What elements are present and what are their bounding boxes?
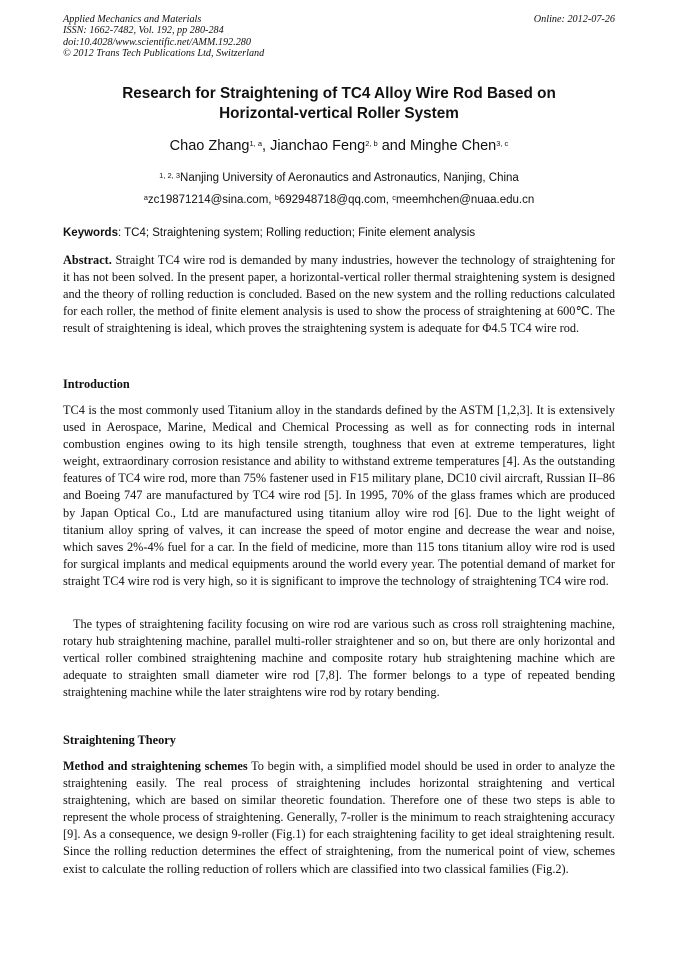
affiliation-superscript: 1, 2, 3 — [159, 171, 181, 180]
theory-subheading: Method and straightening schemes — [63, 759, 248, 773]
author-conjunction: and — [381, 138, 406, 154]
paper-title — [63, 84, 615, 124]
email-superscript: c — [392, 193, 396, 202]
author-superscript: 1, a — [249, 139, 262, 148]
email-superscript: a — [143, 193, 148, 202]
online-date: Online: 2012-07-26 — [533, 14, 615, 25]
affiliation-text: Nanjing University of Aeronautics and Astronautics, Nanjing, China — [180, 172, 519, 184]
abstract — [63, 252, 615, 337]
keywords-label: Keywords — [63, 227, 118, 239]
introduction-paragraph-1: TC4 is the most commonly used Titanium alloy in the standards defined by the ASTM [1,2,3]. It is extensively used in Aerospace, Marine, Medical and Chemical Processing as well as for connecting rods in internal combustion engines owing to its high tensile strength, toughness that even at extreme temperatures, light weight, extraordinary corrosion resistance and ability to withstand extreme temperatures [4]. As the outstanding features of TC4 wire rod, more than 75% fastener used in F15 military plane, DC10 civil aircraft, Russian II–86 and Boeing 747 are manufactured by TC4 wire rod [5]. In 1995, 70% of the glass frames which are produced by Japan Optical Co., Ltd are manufactured using titanium alloy wire rod [6]. Due to the light weight of titanium alloy spring of valves, it can increase the speed of motor engine and decrease the wear and noise, which saves 2%-4% fuel for a car. In the field of medicine, more than 115 tons titanium alloy wire rod is used for surgical implants and medical equipments around the world every year. The potential demand of market for straight TC4 wire rod is very high, so it is significant to improve the technology of straightening TC4 wire rod. — [63, 403, 615, 588]
email-address: meemhchen@nuaa.edu.cn — [395, 194, 535, 206]
keywords — [63, 226, 615, 240]
affiliation — [63, 171, 615, 185]
email-list — [63, 193, 615, 207]
title-line-1: Research for Straightening of TC4 Alloy Wire Rod Based on — [122, 85, 556, 102]
theory-paragraph-1 — [63, 758, 615, 878]
author-superscript: 3, c — [496, 139, 509, 148]
email-address: zc19871214@sina.com, — [147, 194, 272, 206]
introduction-heading: Introduction — [63, 377, 130, 391]
author-list: Chao Zhang$^{1, a}$, Jianchao Feng$^{2, b}$ and Minghe Chen$^{3, c}$ — [169, 138, 509, 154]
email-superscript: b — [274, 193, 279, 202]
issn-line: ISSN: 1662-7482, Vol. 192, pp 280-284 — [63, 25, 224, 37]
abstract-label: Abstract. — [63, 253, 112, 267]
straightening-theory-heading: Straightening Theory — [63, 733, 176, 747]
journal-meta — [63, 14, 264, 60]
keywords-text: : TC4; Straightening system; Rolling reduction; Finite element analysis — [117, 227, 476, 239]
email-address: 692948718@qq.com, — [278, 194, 390, 206]
author-name: Minghe Chen — [409, 138, 497, 154]
author-name: Chao Zhang — [169, 138, 250, 154]
theory-text: To begin with, a simplified model should be used in order to analyze the straightening easily. The real process of straightening includes horizontal straightening and vertical straightening, which are based on similar theoretic foundation. Therefore one of these two steps is able to represent the whole process of straightening. Generally, 7-roller is the minimum to reach straightening accuracy [9]. As a consequence, we design 9-roller (Fig.1) for each straightening facility to get ideal straightening result. Since the rolling reduction determines the effect of straightening, from the numerical point of view, schemes exist to calculate the rolling reduction of rollers which are classified into two classical families (Fig.2). — [63, 759, 615, 876]
title-line-2: Horizontal-vertical Roller System — [219, 105, 459, 122]
abstract-text: Straight TC4 wire rod is demanded by many industries, however the technology of straightening for it has not been solved. In the present paper, a horizontal-vertical roller thermal straightening system is designed and the theory of rolling reduction is concluded. Based on the new system and the rolling reductions calculated for each roller, the method of finite element analysis is used to show the process of straightening at 600℃. The result of straightening is ideal, which proves the straightening system is adequate for Φ4.5 TC4 wire rod. — [63, 253, 615, 336]
journal-name: Applied Mechanics and Materials — [63, 14, 202, 25]
doi-line: doi:10.4028/www.scientific.net/AMM.192.280 — [63, 36, 251, 48]
author-superscript: 2, b — [365, 139, 378, 148]
author-name: Jianchao Feng — [270, 138, 366, 154]
copyright-line: © 2012 Trans Tech Publications Ltd, Switzerland — [63, 48, 265, 60]
introduction-paragraph-2: The types of straightening facility focusing on wire rod are various such as cross roll straightening machine, rotary hub straightening machine, parallel multi-roller straightener and so on, but there are only horizontal and vertical roller combined straightening machine and composite rotary hub straightening machine which are adequate to straighten small diameter wire rod [7,8]. The former belongs to a type of repeated bending straightening machine while the later straightens wire rod by rotary bending. — [63, 617, 615, 700]
